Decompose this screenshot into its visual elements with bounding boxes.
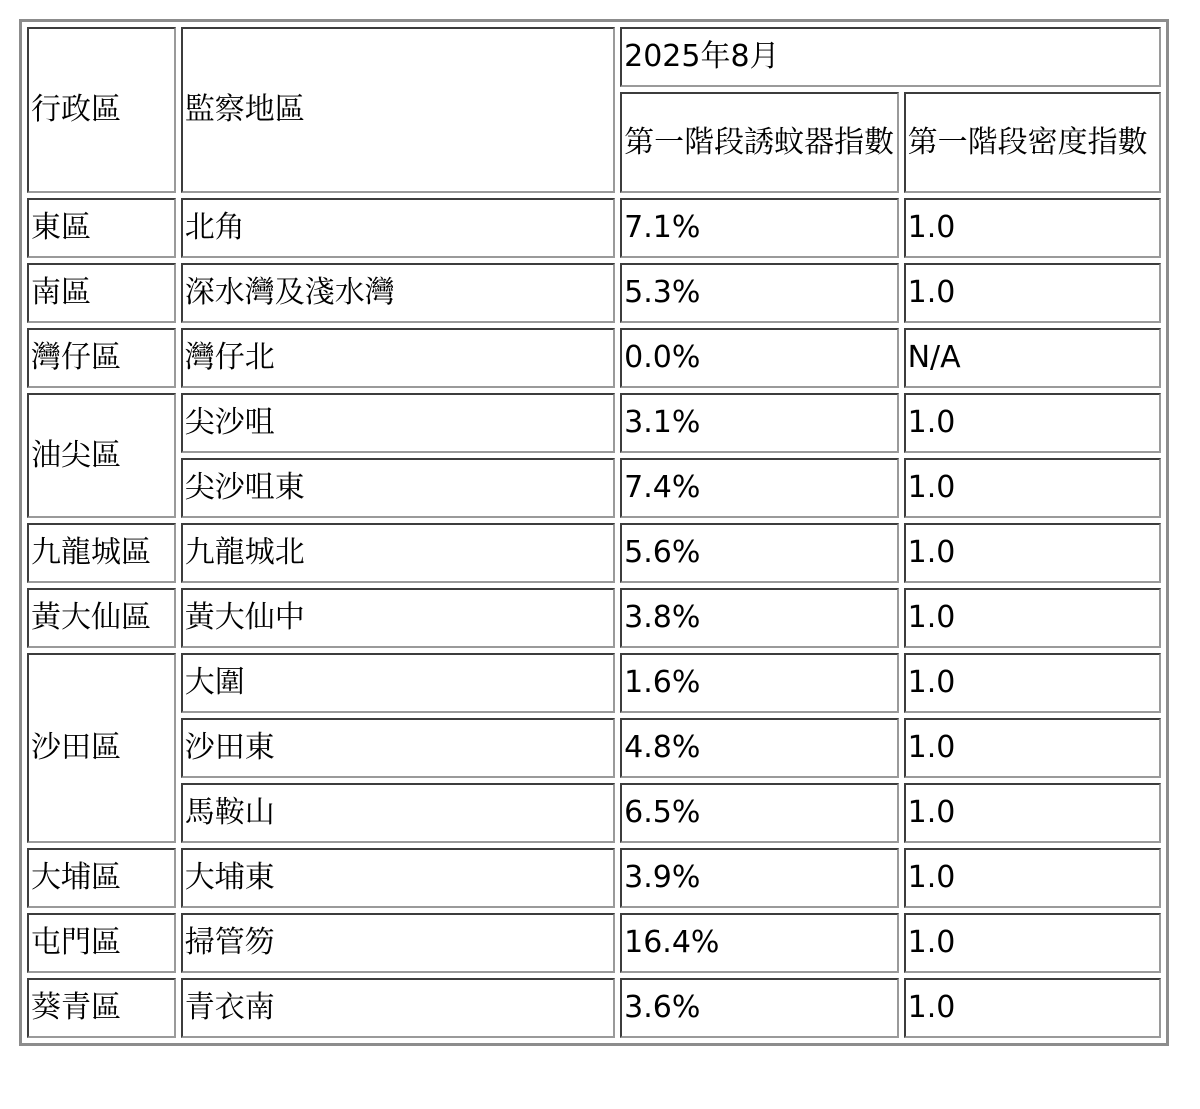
cell-index: 4.8% xyxy=(620,718,898,778)
cell-density: 1.0 xyxy=(904,393,1161,453)
table-row xyxy=(27,588,1161,648)
cell-index: 5.6% xyxy=(620,523,898,583)
cell-density: 1.0 xyxy=(904,458,1161,518)
cell-index: 7.1% xyxy=(620,198,898,258)
table-row xyxy=(27,653,1161,713)
table-row xyxy=(27,393,1161,453)
cell-density: 1.0 xyxy=(904,653,1161,713)
cell-area: 沙田東 xyxy=(181,718,615,778)
cell-index: 6.5% xyxy=(620,783,898,843)
cell-district: 大埔區 xyxy=(27,848,176,908)
cell-index: 5.3% xyxy=(620,263,898,323)
cell-density: 1.0 xyxy=(904,588,1161,648)
cell-density: 1.0 xyxy=(904,198,1161,258)
cell-area: 大圍 xyxy=(181,653,615,713)
table-row xyxy=(27,198,1161,258)
cell-index: 0.0% xyxy=(620,328,898,388)
table-row xyxy=(27,458,1161,518)
table-row xyxy=(27,978,1161,1038)
cell-density: 1.0 xyxy=(904,913,1161,973)
cell-district: 九龍城區 xyxy=(27,523,176,583)
cell-area: 尖沙咀 xyxy=(181,393,615,453)
cell-density: 1.0 xyxy=(904,523,1161,583)
cell-area: 青衣南 xyxy=(181,978,615,1038)
header-density-index: 第一階段密度指數 xyxy=(904,92,1161,193)
table-row xyxy=(27,848,1161,908)
header-gravidtrap-index: 第一階段誘蚊器指數 xyxy=(620,92,898,193)
cell-area: 深水灣及淺水灣 xyxy=(181,263,615,323)
cell-density: 1.0 xyxy=(904,978,1161,1038)
cell-district: 黃大仙區 xyxy=(27,588,176,648)
cell-district: 沙田區 xyxy=(27,653,176,843)
cell-area: 灣仔北 xyxy=(181,328,615,388)
cell-index: 3.1% xyxy=(620,393,898,453)
cell-area: 九龍城北 xyxy=(181,523,615,583)
cell-density: 1.0 xyxy=(904,263,1161,323)
cell-index: 3.6% xyxy=(620,978,898,1038)
cell-area: 掃管笏 xyxy=(181,913,615,973)
cell-density: 1.0 xyxy=(904,848,1161,908)
cell-area: 大埔東 xyxy=(181,848,615,908)
cell-index: 1.6% xyxy=(620,653,898,713)
table-row xyxy=(27,718,1161,778)
cell-index: 3.8% xyxy=(620,588,898,648)
cell-density: 1.0 xyxy=(904,783,1161,843)
cell-area: 尖沙咀東 xyxy=(181,458,615,518)
cell-index: 3.9% xyxy=(620,848,898,908)
table-row xyxy=(27,523,1161,583)
cell-area: 黃大仙中 xyxy=(181,588,615,648)
header-district: 行政區 xyxy=(27,27,176,193)
header-row-1 xyxy=(27,27,1161,87)
cell-density: N/A xyxy=(904,328,1161,388)
cell-district: 南區 xyxy=(27,263,176,323)
cell-district: 葵青區 xyxy=(27,978,176,1038)
cell-district: 油尖區 xyxy=(27,393,176,518)
table-row xyxy=(27,913,1161,973)
cell-area: 北角 xyxy=(181,198,615,258)
cell-district: 屯門區 xyxy=(27,913,176,973)
cell-density: 1.0 xyxy=(904,718,1161,778)
table-row xyxy=(27,263,1161,323)
table-row xyxy=(27,783,1161,843)
cell-area: 馬鞍山 xyxy=(181,783,615,843)
ovitrap-index-table xyxy=(19,19,1169,1046)
header-period: 2025年8月 xyxy=(620,27,1161,87)
table-row xyxy=(27,328,1161,388)
page-container xyxy=(19,19,1169,1046)
cell-index: 7.4% xyxy=(620,458,898,518)
cell-district: 東區 xyxy=(27,198,176,258)
header-area: 監察地區 xyxy=(181,27,615,193)
cell-district: 灣仔區 xyxy=(27,328,176,388)
cell-index: 16.4% xyxy=(620,913,898,973)
